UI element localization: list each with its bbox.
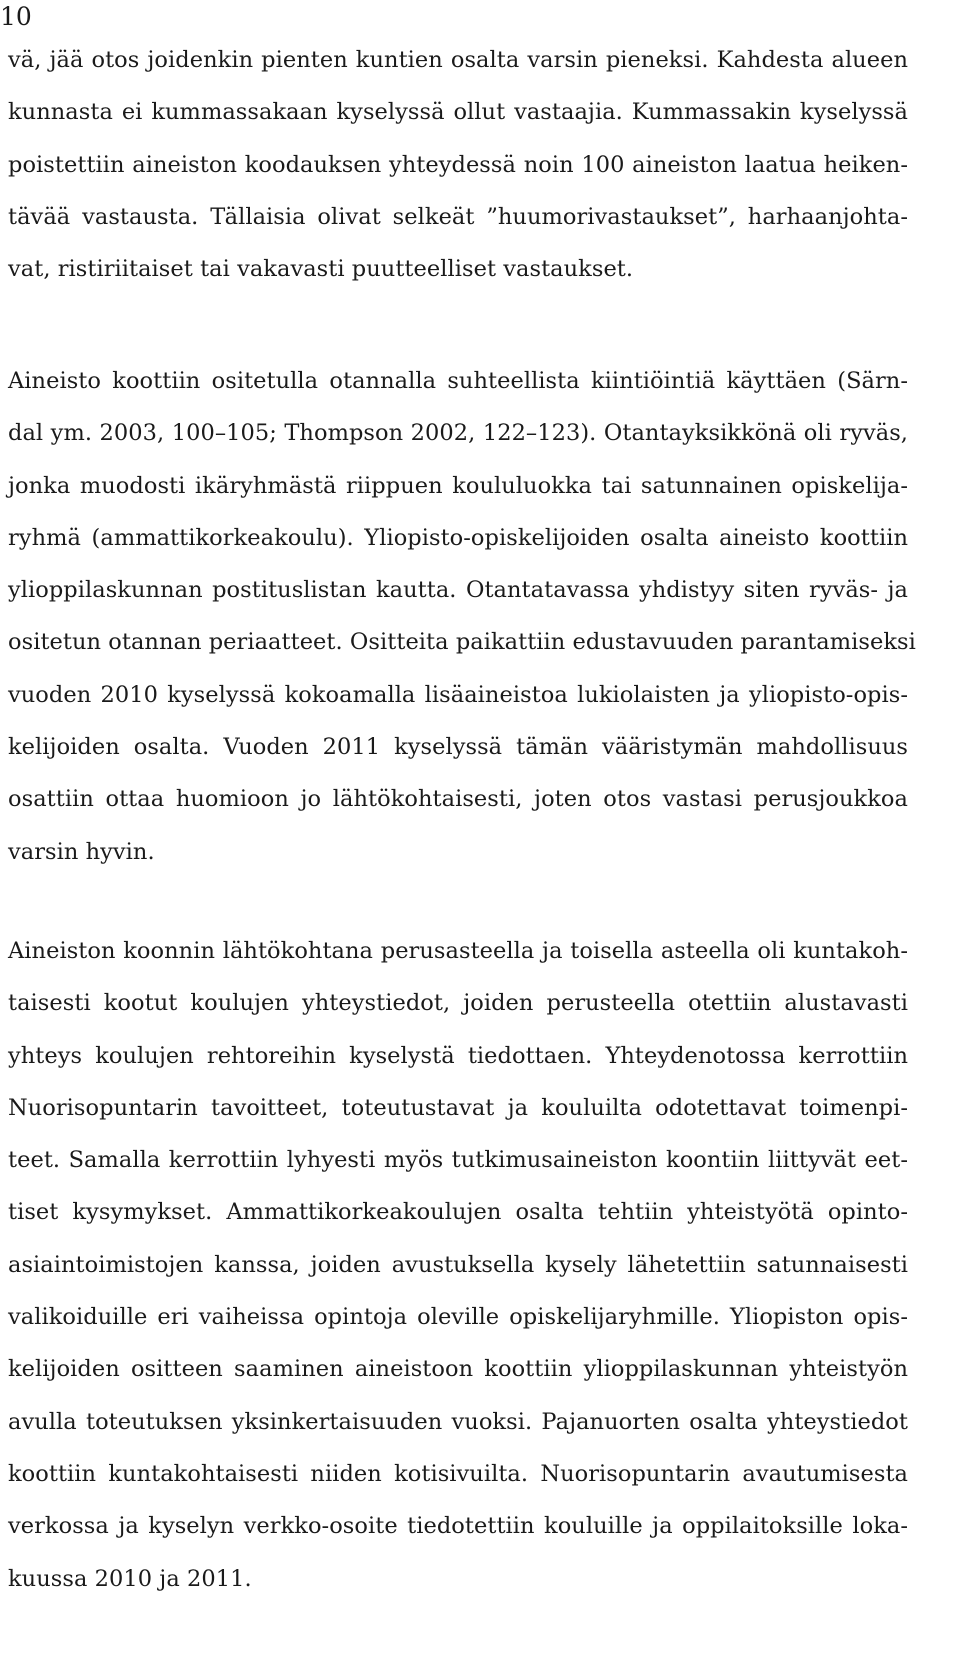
text-line: Nuorisopuntarin tavoitteet, toteutustavat ja kouluilta odotettavat toimenpi-	[8, 1094, 908, 1121]
text-line: tävää vastausta. Tällaisia olivat selkeät ”huumorivastaukset”, harhaanjohta-	[8, 203, 908, 230]
text-line: jonka muodosti ikäryhmästä riippuen koululuokka tai satunnainen opiskelija-	[8, 472, 908, 499]
text-line: taisesti kootut koulujen yhteystiedot, joiden perusteella otettiin alustavasti	[8, 990, 908, 1017]
text-line: Aineiston koonnin lähtökohtana perusasteella ja toisella asteella oli kuntakoh-	[8, 938, 908, 964]
text-line: osattiin ottaa huomioon jo lähtökohtaisesti, joten otos vastasi perusjoukkoa	[8, 786, 908, 813]
text-line: kuussa 2010 ja 2011.	[8, 1565, 252, 1592]
text-line: Aineisto koottiin ositetulla otannalla suhteellista kiintiöintiä käyttäen (Särn-	[8, 368, 908, 394]
text-line: teet. Samalla kerrottiin lyhyesti myös tutkimusaineiston koontiin liittyvät eet-	[8, 1147, 908, 1174]
text-line: ryhmä (ammattikorkeakoulu). Yliopisto-opiskelijoiden osalta aineisto koottiin	[8, 524, 908, 551]
text-line: kelijoiden ositteen saaminen aineistoon koottiin ylioppilaskunnan yhteistyön	[8, 1356, 908, 1383]
text-line: asiaintoimistojen kanssa, joiden avustuksella kysely lähetettiin satunnaisesti	[8, 1251, 908, 1278]
text-line: kunnasta ei kummassakaan kyselyssä ollut vastaajia. Kummassakin kyselyssä	[8, 99, 908, 126]
paragraph-data-collection	[8, 925, 908, 1605]
page-number: 10	[0, 2, 32, 31]
text-line: vat, ristiriitaiset tai vakavasti puutteelliset vastaukset.	[8, 256, 634, 283]
text-line: varsin hyvin.	[8, 838, 155, 865]
text-line: kelijoiden osalta. Vuoden 2011 kyselyssä tämän vääristymän mahdollisuus	[8, 734, 908, 761]
text-line: vuoden 2010 kyselyssä kokoamalla lisäaineistoa lukiolaisten ja yliopisto-opis-	[8, 681, 908, 708]
text-line: tiset kysymykset. Ammattikorkeakoulujen osalta tehtiin yhteistyötä opinto-	[8, 1199, 908, 1226]
text-line: ositetun otannan periaatteet. Ositteita paikattiin edustavuuden parantamiseksi	[8, 629, 916, 656]
text-line: avulla toteutuksen yksinkertaisuuden vuoksi. Pajanuorten osalta yhteystiedot	[8, 1408, 908, 1435]
text-line: valikoiduille eri vaiheissa opintoja oleville opiskelijaryhmille. Yliopiston opis-	[8, 1304, 908, 1331]
text-line: vä, jää otos joidenkin pienten kuntien osalta varsin pieneksi. Kahdesta alueen	[8, 47, 908, 73]
text-line: koottiin kuntakohtaisesti niiden kotisivuilta. Nuorisopuntarin avautumisesta	[8, 1460, 908, 1487]
text-line: dal ym. 2003, 100–105; Thompson 2002, 122–123). Otantayksikkönä oli ryväs,	[8, 420, 908, 447]
text-line: ylioppilaskunnan postituslistan kautta. Otantatavassa yhdistyy siten ryväs- ja	[8, 577, 908, 604]
text-line: yhteys koulujen rehtoreihin kyselystä tiedottaen. Yhteydenotossa kerrottiin	[8, 1042, 908, 1069]
text-line: poistettiin aineiston koodauksen yhteydessä noin 100 aineiston laatua heiken-	[8, 151, 908, 178]
paragraph-sample-quality	[8, 34, 908, 295]
text-line: verkossa ja kyselyn verkko-osoite tiedotettiin kouluille ja oppilaitoksille loka-	[8, 1513, 908, 1540]
paragraph-sampling-method	[8, 355, 916, 878]
